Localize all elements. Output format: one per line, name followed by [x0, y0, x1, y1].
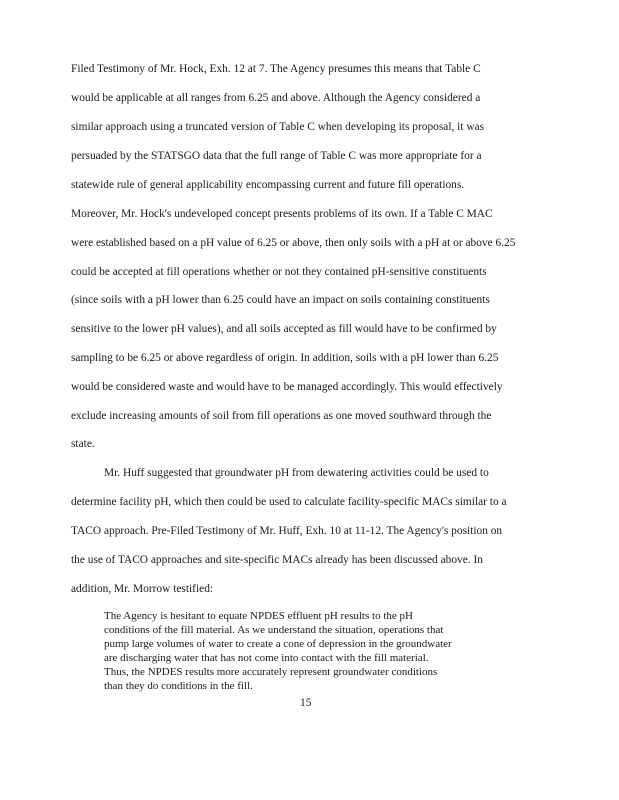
body-line-19: addition, Mr. Morrow testified:	[71, 583, 214, 595]
quote-line-4: are discharging water that has not come into contact with the fill material.	[104, 652, 429, 664]
quote-line-1: The Agency is hesitant to equate NPDES effluent pH results to the pH	[104, 610, 413, 622]
body-line-14: state.	[71, 438, 95, 450]
body-line-12: would be considered waste and would have to be managed accordingly. This would effectively	[71, 381, 503, 393]
quote-line-6: than they do conditions in the fill.	[104, 680, 253, 692]
body-line-16: determine facility pH, which then could be used to calculate facility-specific MACs similar to a	[71, 496, 507, 508]
body-line-10: sensitive to the lower pH values), and all soils accepted as fill would have to be confirmed by	[71, 323, 497, 335]
body-line-7: were established based on a pH value of 6.25 or above, then only soils with a pH at or above 6.25	[71, 237, 516, 249]
body-line-4: persuaded by the STATSGO data that the full range of Table C was more appropriate for a	[71, 150, 482, 162]
body-line-5: statewide rule of general applicability encompassing current and future fill operations.	[71, 179, 465, 191]
body-line-15: Mr. Huff suggested that groundwater pH from dewatering activities could be used to	[104, 467, 489, 479]
body-line-11: sampling to be 6.25 or above regardless of origin. In addition, soils with a pH lower than 6.25	[71, 352, 499, 364]
quote-line-3: pump large volumes of water to create a cone of depression in the groundwater	[104, 638, 452, 650]
body-line-2: would be applicable at all ranges from 6.25 and above. Although the Agency considered a	[71, 92, 481, 104]
body-line-13: exclude increasing amounts of soil from fill operations as one moved southward through the	[71, 410, 492, 422]
body-line-1: Filed Testimony of Mr. Hock, Exh. 12 at 7. The Agency presumes this means that Table C	[71, 63, 481, 75]
body-line-3: similar approach using a truncated version of Table C when developing its proposal, it was	[71, 121, 485, 133]
body-line-6: Moreover, Mr. Hock's undeveloped concept presents problems of its own. If a Table C MAC	[71, 208, 493, 220]
quote-line-2: conditions of the fill material. As we understand the situation, operations that	[104, 624, 444, 636]
body-line-9: (since soils with a pH lower than 6.25 could have an impact on soils containing constituents	[71, 294, 490, 306]
quote-line-5: Thus, the NPDES results more accurately represent groundwater conditions	[104, 666, 438, 678]
body-line-17: TACO approach. Pre-Filed Testimony of Mr. Huff, Exh. 10 at 11-12. The Agency's position on	[71, 525, 503, 537]
body-line-8: could be accepted at fill operations whether or not they contained pH-sensitive constituents	[71, 266, 487, 278]
body-line-18: the use of TACO approaches and site-specific MACs already has been discussed above. In	[71, 554, 483, 566]
page-number: 15	[300, 697, 312, 709]
